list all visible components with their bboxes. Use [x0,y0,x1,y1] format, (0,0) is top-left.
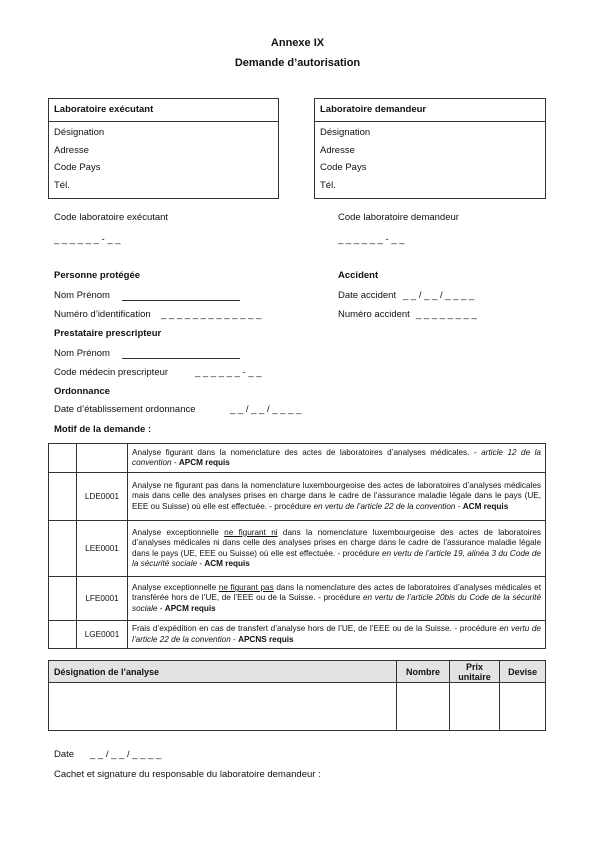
code-lab-executant-label: Code laboratoire exécutant [54,212,169,223]
personne-nom-label: Nom Prénom [54,290,110,301]
lab-executant-designation: Désignation [54,127,105,138]
personne-nom-line[interactable] [122,292,240,301]
personne-id-label: Numéro d’identification [54,309,151,320]
lab-executant-box [48,98,279,199]
code-lab-demandeur-label: Code laboratoire demandeur [338,212,459,223]
analyse-table [48,660,546,731]
ordonnance-heading: Ordonnance [54,386,110,397]
prestataire-code-field[interactable]: _ _ _ _ _ _ - _ _ [195,367,262,378]
lab-executant-code-pays: Code Pays [54,162,101,173]
accident-numero-label: Numéro accident [338,309,410,320]
analyse-devise-cell[interactable] [500,683,546,731]
analyse-col-nombre: Nombre [397,661,450,683]
lab-demandeur-box [314,98,546,199]
motif-description: Analyse exceptionnelle ne figurant ni dans la nomenclature luxembourgeoise des actes de laboratoires d’analyses médicales ni dans celle des analyses prises en charge dans le cadre de l’assurance maladie légale dans le pays (UE, EEE ou Suisse) où elle est effectuée. - procédure en vertu de l’article 19, alinéa 3 du Code de la sécurité sociale - ACM requis [128,521,546,577]
analyse-col-devise: Devise [500,661,546,683]
footer-date-label: Date [54,749,75,760]
lab-executant-heading: Laboratoire exécutant [49,99,278,122]
analyse-header-row [49,661,546,683]
lab-demandeur-adresse: Adresse [320,144,355,156]
analyse-nombre-cell[interactable] [397,683,450,731]
motif-code: LFE0001 [77,577,128,621]
prestataire-code-label: Code médecin prescripteur [54,367,169,378]
lab-executant-tel: Tél. [54,179,70,191]
motif-checkbox[interactable] [49,473,77,521]
motif-code [77,444,128,473]
motif-checkbox[interactable] [49,521,77,577]
accident-numero-field[interactable]: _ _ _ _ _ _ _ _ [416,309,477,320]
prestataire-heading: Prestataire prescripteur [54,328,162,339]
lab-demandeur-designation: Désignation [320,127,371,138]
analyse-prix-cell[interactable] [449,683,500,731]
motif-row [49,521,546,577]
code-lab-executant-field[interactable]: _ _ _ _ _ _ - _ _ [54,234,121,245]
motif-checkbox[interactable] [49,621,77,649]
footer-signature-label: Cachet et signature du responsable du laboratoire demandeur : [54,769,321,780]
motif-row [49,444,546,473]
analyse-col-prix: Prix unitaire [449,661,500,683]
analyse-entry-row [49,683,546,731]
motif-checkbox[interactable] [49,577,77,621]
prestataire-nom-label: Nom Prénom [54,348,110,359]
annex-title: Annexe IX [270,37,325,49]
lab-demandeur-code-pays: Code Pays [320,162,367,173]
accident-date-field[interactable]: _ _ / _ _ / _ _ _ _ [403,290,475,301]
ordonnance-date-label: Date d’établissement ordonnance [54,404,196,415]
footer-date-field[interactable]: _ _ / _ _ / _ _ _ _ [90,749,162,760]
code-lab-demandeur-field[interactable]: _ _ _ _ _ _ - _ _ [338,234,405,245]
motif-code: LGE0001 [77,621,128,649]
lab-demandeur-tel: Tél. [320,179,336,191]
lab-demandeur-heading: Laboratoire demandeur [315,99,545,122]
motif-row [49,473,546,521]
analyse-designation-cell[interactable] [49,683,397,731]
prestataire-nom-line[interactable] [122,350,240,359]
motif-description: Analyse exceptionnelle ne figurant pas dans la nomenclature des actes de laboratoires d’analyses médicales et transférée hors de l’UE, de l’EEE ou de la Suisse. - procédure en vertu de l’article 20bis du Code de la sécurité sociale - APCM requis [128,577,546,621]
accident-heading: Accident [338,270,379,281]
motif-row [49,577,546,621]
motif-code: LDE0001 [77,473,128,521]
motif-heading: Motif de la demande : [54,424,152,435]
analyse-col-designation: Désignation de l’analyse [49,661,397,683]
motif-description: Analyse figurant dans la nomenclature des actes de laboratoires d’analyses médicales. - article 12 de la convention - APCM requis [128,444,546,473]
motif-row [49,621,546,649]
accident-date-label: Date accident [338,290,397,301]
personne-id-field[interactable]: _ _ _ _ _ _ _ _ _ _ _ _ _ [161,309,262,320]
motif-table [48,443,546,649]
motif-checkbox[interactable] [49,444,77,473]
page-title: Demande d’autorisation [234,57,361,69]
motif-code: LEE0001 [77,521,128,577]
personne-protegee-heading: Personne protégée [54,270,141,281]
lab-executant-adresse: Adresse [54,144,89,156]
motif-description: Frais d’expédition en cas de transfert d’analyse hors de l’UE, de l’EEE ou de la Suisse. - procédure en vertu de l’article 22 de la convention - APCNS requis [128,621,546,649]
ordonnance-date-field[interactable]: _ _ / _ _ / _ _ _ _ [230,404,302,415]
motif-description: Analyse ne figurant pas dans la nomenclature luxembourgeoise des actes de laboratoires d’analyses médicales mais dans celle des analyses prises en charge dans le cadre de l’assurance maladie légale dans le pays (UE, EEE ou Suisse) où elle est effectuée. - procédure en vertu de l’article 22 de la convention - ACM requis [128,473,546,521]
